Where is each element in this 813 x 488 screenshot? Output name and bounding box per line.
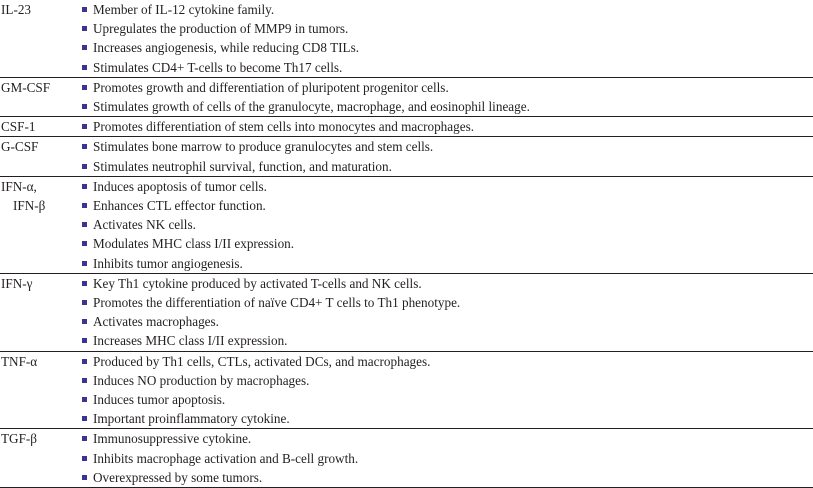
cytokine-name-line <box>0 177 79 196</box>
list-item <box>79 371 813 390</box>
effect-text: Increases angiogenesis, while reducing CD8 TILs. <box>93 40 359 56</box>
square-bullet-icon <box>82 184 87 189</box>
square-bullet-icon <box>82 241 87 246</box>
effects-list <box>79 117 813 136</box>
cytokine-row <box>0 0 813 77</box>
list-item <box>79 117 813 136</box>
cytokine-name-line <box>0 274 79 293</box>
cytokine-name-line <box>0 196 79 215</box>
effect-text: Produced by Th1 cells, CTLs, activated DCs, and macrophages. <box>93 353 431 369</box>
effect-text: Modulates MHC class I/II expression. <box>93 236 295 252</box>
cytokine-row <box>0 176 813 273</box>
effect-text: Stimulates CD4+ T-cells to become Th17 cells. <box>93 59 343 75</box>
cytokine-name-cell <box>0 351 79 429</box>
square-bullet-icon <box>82 203 87 208</box>
square-bullet-icon <box>82 338 87 343</box>
effect-text: Increases MHC class I/II expression. <box>93 333 288 349</box>
list-item <box>79 177 813 196</box>
cytokine-name-cell <box>0 273 79 351</box>
effects-list <box>79 429 813 487</box>
effect-text: Stimulates growth of cells of the granulocyte, macrophage, and eosinophil lineage. <box>93 99 530 115</box>
square-bullet-icon <box>82 104 87 109</box>
effects-list <box>79 352 813 429</box>
cytokine-row <box>0 117 813 137</box>
square-bullet-icon <box>82 26 87 31</box>
list-item <box>79 293 813 312</box>
square-bullet-icon <box>82 65 87 70</box>
list-item <box>79 468 813 487</box>
list-item <box>79 137 813 156</box>
effect-text: Promotes the differentiation of naïve CD4+ T cells to Th1 phenotype. <box>93 295 461 311</box>
square-bullet-icon <box>82 164 87 169</box>
effect-text: Stimulates bone marrow to produce granulocytes and stem cells. <box>93 139 434 155</box>
list-item <box>79 19 813 38</box>
effect-text: Key Th1 cytokine produced by activated T-cells and NK cells. <box>93 275 422 291</box>
effect-text: Promotes growth and differentiation of pluripotent progenitor cells. <box>93 79 449 95</box>
list-item <box>79 449 813 468</box>
cytokine-name-cell <box>0 0 79 77</box>
cytokine-effects-cell <box>79 77 813 116</box>
cytokine-name-cell <box>0 137 79 176</box>
cytokine-name: IFN-β <box>13 198 46 214</box>
list-item <box>79 409 813 428</box>
cytokine-name-line <box>0 429 79 448</box>
cytokine-name-line <box>0 137 79 156</box>
effect-text: Induces apoptosis of tumor cells. <box>93 178 267 194</box>
square-bullet-icon <box>82 397 87 402</box>
effect-text: Inhibits tumor angiogenesis. <box>93 255 243 271</box>
effect-text: Important proinflammatory cytokine. <box>93 411 290 427</box>
effects-list <box>79 274 813 351</box>
effect-text: Induces tumor apoptosis. <box>93 392 226 408</box>
effect-text: Enhances CTL effector function. <box>93 198 266 214</box>
square-bullet-icon <box>82 7 87 12</box>
cytokine-row <box>0 273 813 351</box>
cytokine-name-line <box>0 117 79 136</box>
cytokine-name: TGF-β <box>1 431 38 447</box>
effect-text: Inhibits macrophage activation and B-cell growth. <box>93 450 359 466</box>
square-bullet-icon <box>82 85 87 90</box>
list-item <box>79 390 813 409</box>
effects-list <box>79 137 813 175</box>
effect-text: Member of IL-12 cytokine family. <box>93 2 275 17</box>
square-bullet-icon <box>82 300 87 305</box>
list-item <box>79 312 813 331</box>
cytokine-effects-cell <box>79 351 813 429</box>
cytokine-row <box>0 351 813 429</box>
square-bullet-icon <box>82 475 87 480</box>
cytokine-effects-cell <box>79 273 813 351</box>
cytokine-row <box>0 137 813 176</box>
list-item <box>79 274 813 293</box>
list-item <box>79 254 813 273</box>
square-bullet-icon <box>82 436 87 441</box>
list-item <box>79 58 813 77</box>
effect-text: Promotes differentiation of stem cells into monocytes and macrophages. <box>93 119 475 135</box>
cytokine-effects-cell <box>79 176 813 273</box>
cytokine-row <box>0 429 813 488</box>
square-bullet-icon <box>82 416 87 421</box>
cytokine-name-cell <box>0 429 79 488</box>
list-item <box>79 215 813 234</box>
square-bullet-icon <box>82 124 87 129</box>
cytokine-effects-cell <box>79 0 813 77</box>
cytokine-name: GM-CSF <box>1 79 51 95</box>
list-item <box>79 78 813 97</box>
cytokine-name-line <box>0 78 79 97</box>
list-item <box>79 234 813 253</box>
list-item <box>79 352 813 371</box>
list-item <box>79 38 813 57</box>
effect-text: Upregulates the production of MMP9 in tumors. <box>93 21 349 37</box>
effect-text: Overexpressed by some tumors. <box>93 469 263 485</box>
cytokine-name-cell <box>0 117 79 137</box>
cytokine-name: TNF-α <box>1 353 38 369</box>
square-bullet-icon <box>82 281 87 286</box>
list-item <box>79 196 813 215</box>
effect-text: Activates NK cells. <box>93 217 196 233</box>
square-bullet-icon <box>82 359 87 364</box>
cytokine-name-cell <box>0 77 79 116</box>
list-item <box>79 0 813 19</box>
cytokine-name: IL-23 <box>1 2 32 17</box>
effect-text: Stimulates neutrophil survival, function, and maturation. <box>93 158 392 174</box>
effect-text: Induces NO production by macrophages. <box>93 372 310 388</box>
cytokine-name-line <box>0 0 79 19</box>
cytokine-effects-cell <box>79 117 813 137</box>
list-item <box>79 97 813 116</box>
square-bullet-icon <box>82 144 87 149</box>
effects-list <box>79 177 813 273</box>
square-bullet-icon <box>82 456 87 461</box>
square-bullet-icon <box>82 45 87 50</box>
cytokine-name: G-CSF <box>1 139 39 155</box>
cytokine-name-cell <box>0 176 79 273</box>
cytokine-name: CSF-1 <box>1 119 36 135</box>
effects-list <box>79 78 813 116</box>
effects-list <box>79 0 813 77</box>
cytokine-name: IFN-γ <box>1 275 33 291</box>
list-item <box>79 157 813 176</box>
cytokine-effects-cell <box>79 429 813 488</box>
effect-text: Activates macrophages. <box>93 314 219 330</box>
square-bullet-icon <box>82 261 87 266</box>
effect-text: Immunosuppressive cytokine. <box>93 431 252 447</box>
cytokine-effects-cell <box>79 137 813 176</box>
square-bullet-icon <box>82 222 87 227</box>
list-item <box>79 331 813 350</box>
square-bullet-icon <box>82 319 87 324</box>
list-item <box>79 429 813 448</box>
cytokine-name: IFN-α, <box>1 178 37 194</box>
cytokine-row <box>0 77 813 116</box>
square-bullet-icon <box>82 378 87 383</box>
cytokine-name-line <box>0 352 79 371</box>
